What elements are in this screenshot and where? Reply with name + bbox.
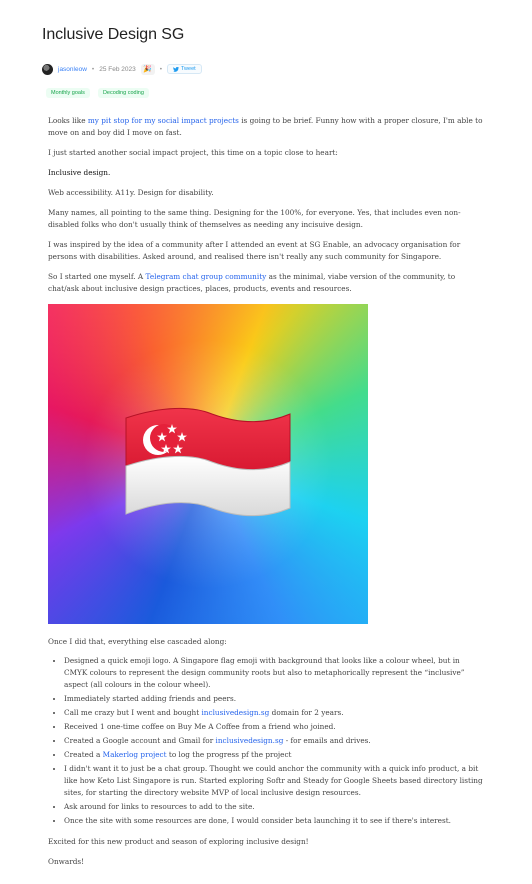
pit-stop-link[interactable]: my pit stop for my social impact projects xyxy=(87,116,239,125)
avatar[interactable] xyxy=(42,64,53,75)
paragraph: Web accessibility. A11y. Design for disability. xyxy=(48,188,214,197)
twitter-bird-icon xyxy=(173,67,179,72)
list-item: • Ask around for links to resources to add to the site. xyxy=(64,801,484,813)
list-item: • Once the site with some resources are done, I would consider beta launching it to see if there's interest. xyxy=(64,815,484,827)
makerlog-project-link[interactable]: Makerlog project xyxy=(102,750,167,759)
separator-dot: • xyxy=(159,65,162,73)
author-link[interactable]: jasonleow xyxy=(58,65,87,73)
separator-dot: • xyxy=(91,65,95,73)
singapore-flag-logo-image xyxy=(48,304,368,624)
list-item: • Call me crazy but I went and bought inclusivedesign.sg domain for 2 years. xyxy=(64,707,484,719)
post-meta xyxy=(42,62,202,76)
paragraph: Excited for this new product and season of exploring inclusive design! xyxy=(48,837,309,846)
paragraph: Many names, all pointing to the same thing. Designing for the 100%, for everyone. Yes, that includes even non-disabled folks who don't usually think of themselves as needing any incisuive design. xyxy=(48,208,461,229)
list-item: • Created a Google account and Gmail for inclusivedesign.sg - for emails and drives. xyxy=(64,735,484,747)
tweet-button[interactable] xyxy=(167,64,202,74)
post-title: Inclusive Design SG xyxy=(42,26,185,43)
reaction-emoji-button[interactable]: 🎉 xyxy=(141,64,155,75)
singapore-flag-icon xyxy=(122,404,294,522)
tag-list xyxy=(46,88,149,98)
paragraph: I was inspired by the idea of a community after I attended an event at SG Enable, an advocacy organisation for persons with disabilities. Asked around, and realised there isn't really any such community for Singapore. xyxy=(48,240,461,261)
list-item: • Received 1 one-time coffee on Buy Me A Coffee from a friend who joined. xyxy=(64,721,484,733)
list-item: • Created a Makerlog project to log the progress pf the project xyxy=(64,749,484,761)
tag-decoding-coding[interactable]: Decoding coding xyxy=(98,88,149,98)
progress-list xyxy=(48,655,484,829)
paragraph: Looks like my pit stop for my social impact projects is going to be brief. Funny how with a proper closure, I'm able to move on and boy did I move on fast. xyxy=(48,116,483,137)
paragraph: So I started one myself. A Telegram chat group community as the minimal, viabe version of the community, to chat/ask about inclusive design practices, places, products, events and resources. xyxy=(48,272,456,293)
tweet-label: Tweet xyxy=(181,66,196,72)
list-item: • I didn't want it to just be a chat group. Thought we could anchor the community with a quick info product, a bit like how Keto List Singapore is run. Started exploring Softr and Steady for Google Sheets based directory listing sites, for starting the directory website MVP of local inclusive design resources. xyxy=(64,763,484,799)
telegram-community-link[interactable]: Telegram chat group community xyxy=(145,272,267,281)
tag-monthly-goals[interactable]: Monthly goals xyxy=(46,88,90,98)
list-item: • Designed a quick emoji logo. A Singapore flag emoji with background that looks like a colour wheel, but in CMYK colours to represent the design community roots but also to metaphorically represent the “inclusive” aspect (all colours in the colour wheel). xyxy=(64,655,484,691)
paragraph: Once I did that, everything else cascaded along: xyxy=(48,637,227,646)
inclusivedesign-email-link[interactable]: inclusivedesign.sg xyxy=(215,736,284,745)
paragraph-emphasis: Inclusive design. xyxy=(48,168,111,177)
post-date: 25 Feb 2023 xyxy=(99,65,136,73)
inclusivedesign-domain-link[interactable]: inclusivedesign.sg xyxy=(201,708,270,717)
list-item: • Immediately started adding friends and peers. xyxy=(64,693,484,705)
paragraph: I just started another social impact project, this time on a topic close to heart: xyxy=(48,148,338,157)
paragraph: Onwards! xyxy=(48,857,85,866)
